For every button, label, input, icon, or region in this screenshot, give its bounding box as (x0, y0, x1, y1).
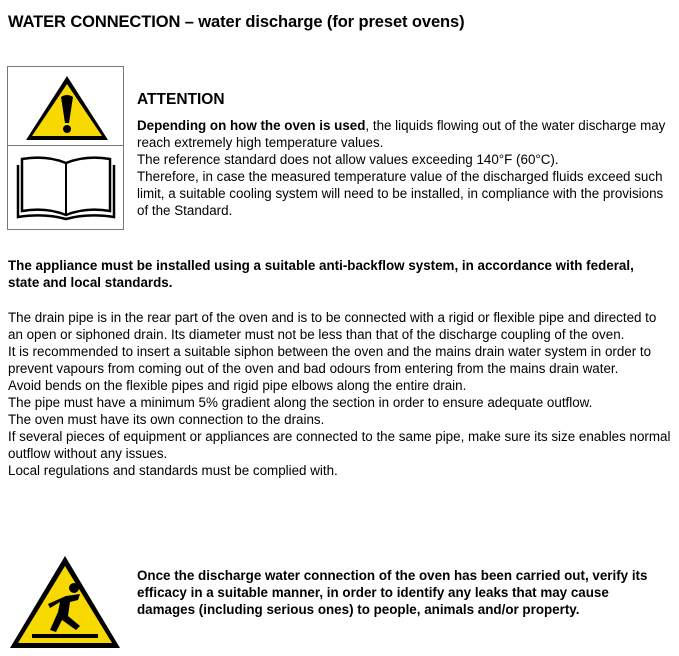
backflow-note: The appliance must be installed using a suitable anti-backflow system, in accordance with federal, state and local standards. (8, 258, 634, 290)
instructions-body (8, 309, 673, 479)
paragraph-regulations: Local regulations and standards must be complied with. (8, 463, 338, 478)
icon-panel-divider (8, 145, 123, 146)
paragraph-bends: Avoid bends on the flexible pipes and rigid pipe elbows along the entire drain. (8, 378, 467, 393)
attention-line-cooling: Therefore, in case the measured temperature value of the discharged fluids exceed such limit, a suitable cooling system will need to be installed, in compliance with the provisions of the Standard. (137, 169, 664, 218)
open-book-icon (16, 153, 116, 221)
attention-lead-rest: , the liquids flowing out of the water discharge may reach extremely high temperature values. (137, 118, 666, 150)
paragraph-siphon: It is recommended to insert a suitable siphon between the oven and the mains drain water system in order to prevent vapours from coming out of the oven and bad odours from entering from the mains drain water. (8, 344, 652, 376)
paragraph-own-connection: The oven must have its own connection to the drains. (8, 412, 325, 427)
attention-line-standard: The reference standard does not allow values exceeding 140°F (60°C). (137, 152, 559, 167)
slippery-floor-icon (8, 554, 122, 650)
attention-body (137, 117, 667, 219)
paragraph-gradient: The pipe must have a minimum 5% gradient along the section in order to ensure adequate outflow. (8, 395, 593, 410)
attention-icon-panel (7, 66, 124, 230)
page-title: WATER CONNECTION – water discharge (for preset ovens) (8, 13, 465, 31)
warning-triangle-icon (23, 73, 111, 143)
paragraph-drain-pipe: The drain pipe is in the rear part of the oven and is to be connected with a rigid or flexible pipe and directed to an open or siphoned drain. Its diameter must not be less than that of the discharge coupling of the oven. (8, 310, 657, 342)
attention-lead-bold: Depending on how the oven is used (137, 118, 366, 133)
attention-heading: ATTENTION (137, 91, 225, 108)
paragraph-shared-pipe: If several pieces of equipment or appliances are connected to the same pipe, make sure its size enables normal outflow without any issues. (8, 429, 671, 461)
attention-lead (137, 117, 667, 151)
slip-warning-note: Once the discharge water connection of the oven has been carried out, verify its efficacy in a suitable manner, in order to identify any leaks that may cause damages (including serious ones) to people, animals and/or property. (137, 568, 648, 617)
